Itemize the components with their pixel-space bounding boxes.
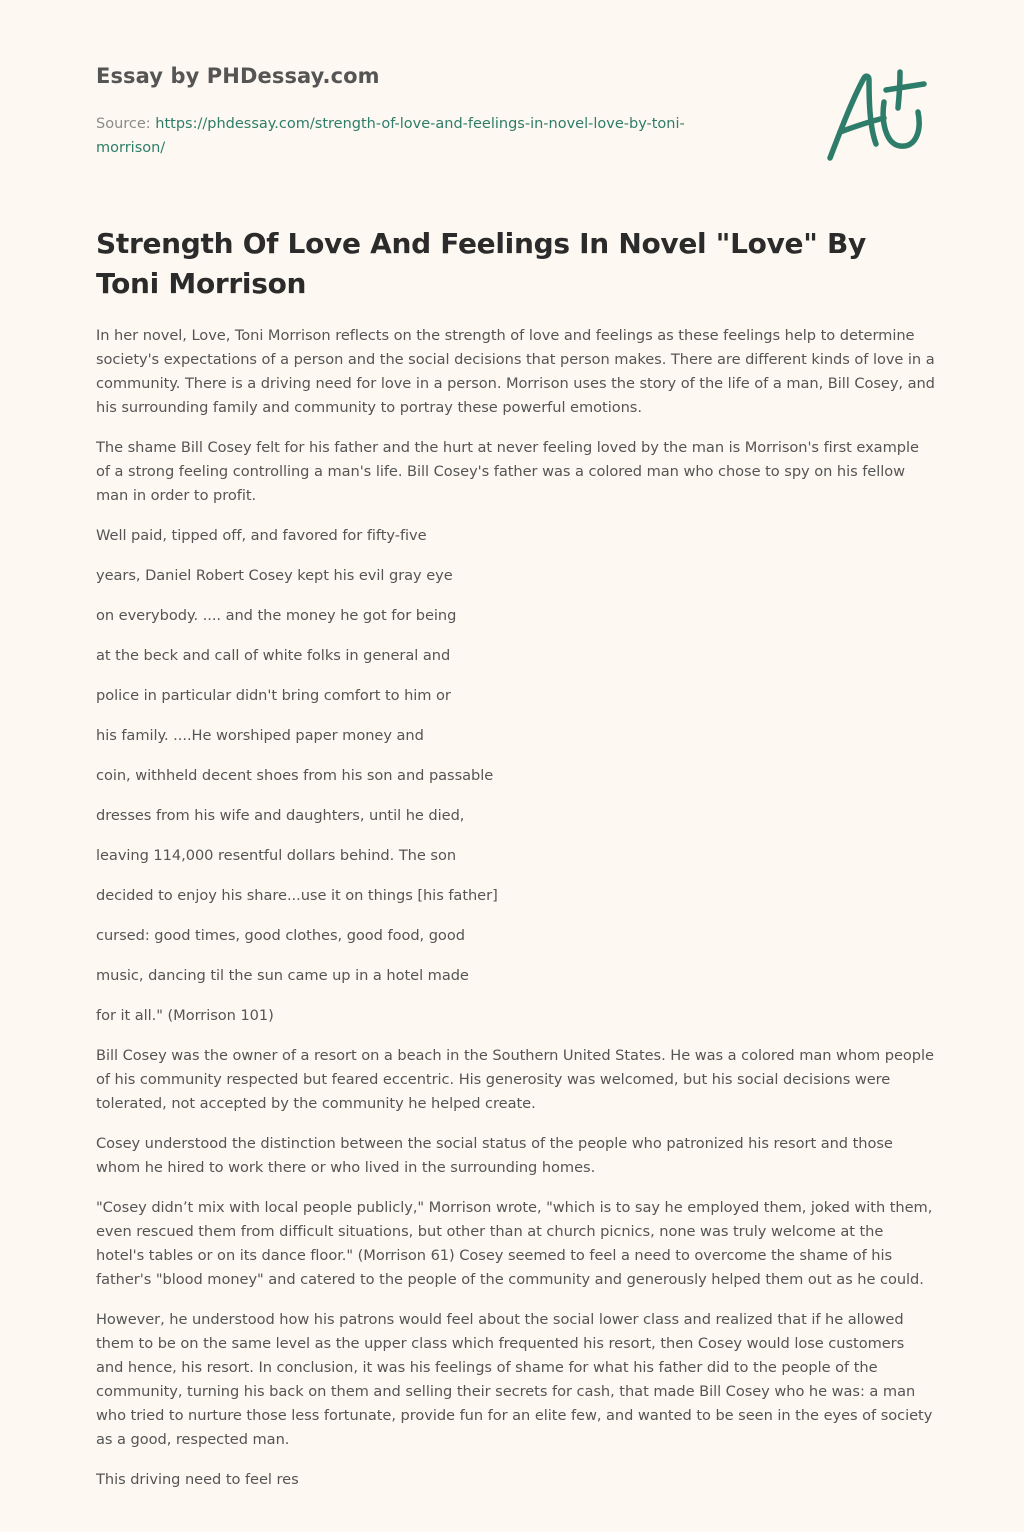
quote-line: police in particular didn't bring comfort to him or [96, 687, 451, 704]
site-brand: Essay by PHDessay.com [96, 64, 380, 88]
essay-title: Strength Of Love And Feelings In Novel "Love" By Toni Morrison [96, 227, 866, 300]
paragraph: "Cosey didn’t mix with local people publicly," Morrison wrote, "which is to say he employed them, joked with them, even rescued them from difficult situations, but other than at church picnics, none was truly welcome at the hotel's tables or on its dance floor." (Morrison 61) Cosey seemed to feel a need to overcome the shame of his father's "blood money" and catered to the people of the community and generously helped them out as he could. [96, 1199, 933, 1288]
source-label: Source: [96, 116, 156, 132]
paragraph: In her novel, Love, Toni Morrison reflects on the strength of love and feelings as these feelings help to determine society's expectations of a person and the social decisions that person makes. There are different kinds of love in a community. There is a driving need for love in a person. Morrison uses the story of the life of a man, Bill Cosey, and his surrounding family and community to portray these powerful emotions. [96, 327, 935, 416]
source-link[interactable]: https://phdessay.com/strength-of-love-and-feelings-in-novel-love-by-toni-morrison/ [96, 116, 685, 156]
quote-line: coin, withheld decent shoes from his son and passable [96, 767, 494, 784]
quote-line: decided to enjoy his share...use it on things [his father] [96, 887, 498, 904]
a-plus-grade-icon [818, 66, 930, 166]
quote-line: at the beck and call of white folks in general and [96, 647, 451, 664]
quote-line: years, Daniel Robert Cosey kept his evil gray eye [96, 567, 453, 584]
essay-body [96, 324, 936, 1508]
quote-line: dresses from his wife and daughters, until he died, [96, 807, 465, 824]
quote-line: on everybody. .... and the money he got for being [96, 607, 457, 624]
paragraph: Bill Cosey was the owner of a resort on a beach in the Southern United States. He was a colored man whom people of his community respected but feared eccentric. His generosity was welcomed, but his social decisions were tolerated, not accepted by the community he helped create. [96, 1047, 934, 1112]
paragraph: However, he understood how his patrons would feel about the social lower class and realized that if he allowed them to be on the same level as the upper class which frequented his resort, then Cosey would lose customers and hence, his resort. In conclusion, it was his feelings of shame for what his father did to the people of the community, turning his back on them and selling their secrets for cash, that made Bill Cosey who he was: a man who tried to nurture those less fortunate, provide fun for an elite few, and wanted to be seen in the eyes of society as a good, respected man. [96, 1311, 933, 1448]
quote-line: music, dancing til the sun came up in a hotel made [96, 967, 469, 984]
quote-line: his family. ....He worshiped paper money and [96, 727, 424, 744]
source-line [96, 112, 716, 160]
quote-line: for it all." (Morrison 101) [96, 1007, 274, 1024]
quote-line: cursed: good times, good clothes, good food, good [96, 927, 465, 944]
quote-block [96, 524, 936, 1028]
quote-line: leaving 114,000 resentful dollars behind. The son [96, 847, 457, 864]
paragraph-truncated: This driving need to feel res [96, 1471, 299, 1488]
paragraph: Cosey understood the distinction between the social status of the people who patronized his resort and those whom he hired to work there or who lived in the surrounding homes. [96, 1135, 893, 1176]
quote-line: Well paid, tipped off, and favored for fifty-five [96, 527, 427, 544]
paragraph: The shame Bill Cosey felt for his father and the hurt at never feeling loved by the man is Morrison's first example of a strong feeling controlling a man's life. Bill Cosey's father was a colored man who chose to spy on his fellow man in order to profit. [96, 439, 919, 504]
